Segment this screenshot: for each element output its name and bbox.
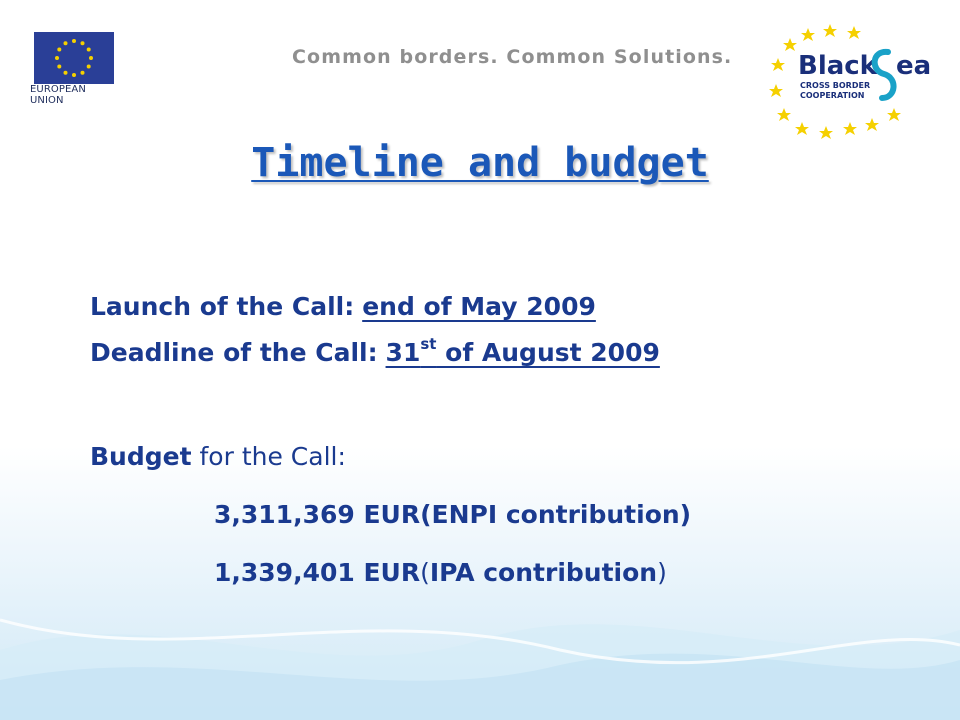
ipa-amount-value: 1,339,401 EUR bbox=[214, 558, 421, 587]
budget-label-bold: Budget bbox=[90, 442, 192, 471]
deadline-suffix: st bbox=[420, 335, 437, 353]
ipa-open-paren: ( bbox=[420, 558, 430, 587]
svg-text:CROSS BORDER: CROSS BORDER bbox=[800, 81, 871, 90]
deadline-day: 31 bbox=[385, 338, 421, 367]
black-sea-program-logo bbox=[768, 22, 940, 150]
budget-label-rest: for the Call: bbox=[191, 442, 346, 471]
enpi-amount: 3,311,369 EUR(ENPI contribution) bbox=[214, 500, 692, 529]
eu-flag-logo bbox=[34, 32, 114, 92]
ipa-close-paren: ) bbox=[657, 558, 667, 587]
page-title: Timeline and budget bbox=[251, 140, 709, 186]
launch-value: end of May 2009 bbox=[362, 292, 596, 321]
launch-label: Launch of the Call: bbox=[90, 292, 355, 321]
slogan: Common borders. Common Solutions. bbox=[292, 46, 733, 68]
ipa-amount bbox=[214, 558, 667, 587]
deadline-value bbox=[385, 335, 660, 367]
budget-line bbox=[90, 442, 346, 471]
launch-line bbox=[90, 292, 596, 321]
eu-caption: EUROPEAN UNION bbox=[30, 84, 86, 106]
svg-text:COOPERATION: COOPERATION bbox=[800, 91, 865, 100]
deadline-line bbox=[90, 335, 660, 367]
svg-text:ea: ea bbox=[896, 51, 932, 81]
deadline-rest: of August 2009 bbox=[436, 338, 660, 367]
deadline-label: Deadline of the Call: bbox=[90, 338, 378, 367]
ipa-label: IPA contribution bbox=[429, 558, 658, 587]
svg-text:Black: Black bbox=[798, 51, 877, 81]
